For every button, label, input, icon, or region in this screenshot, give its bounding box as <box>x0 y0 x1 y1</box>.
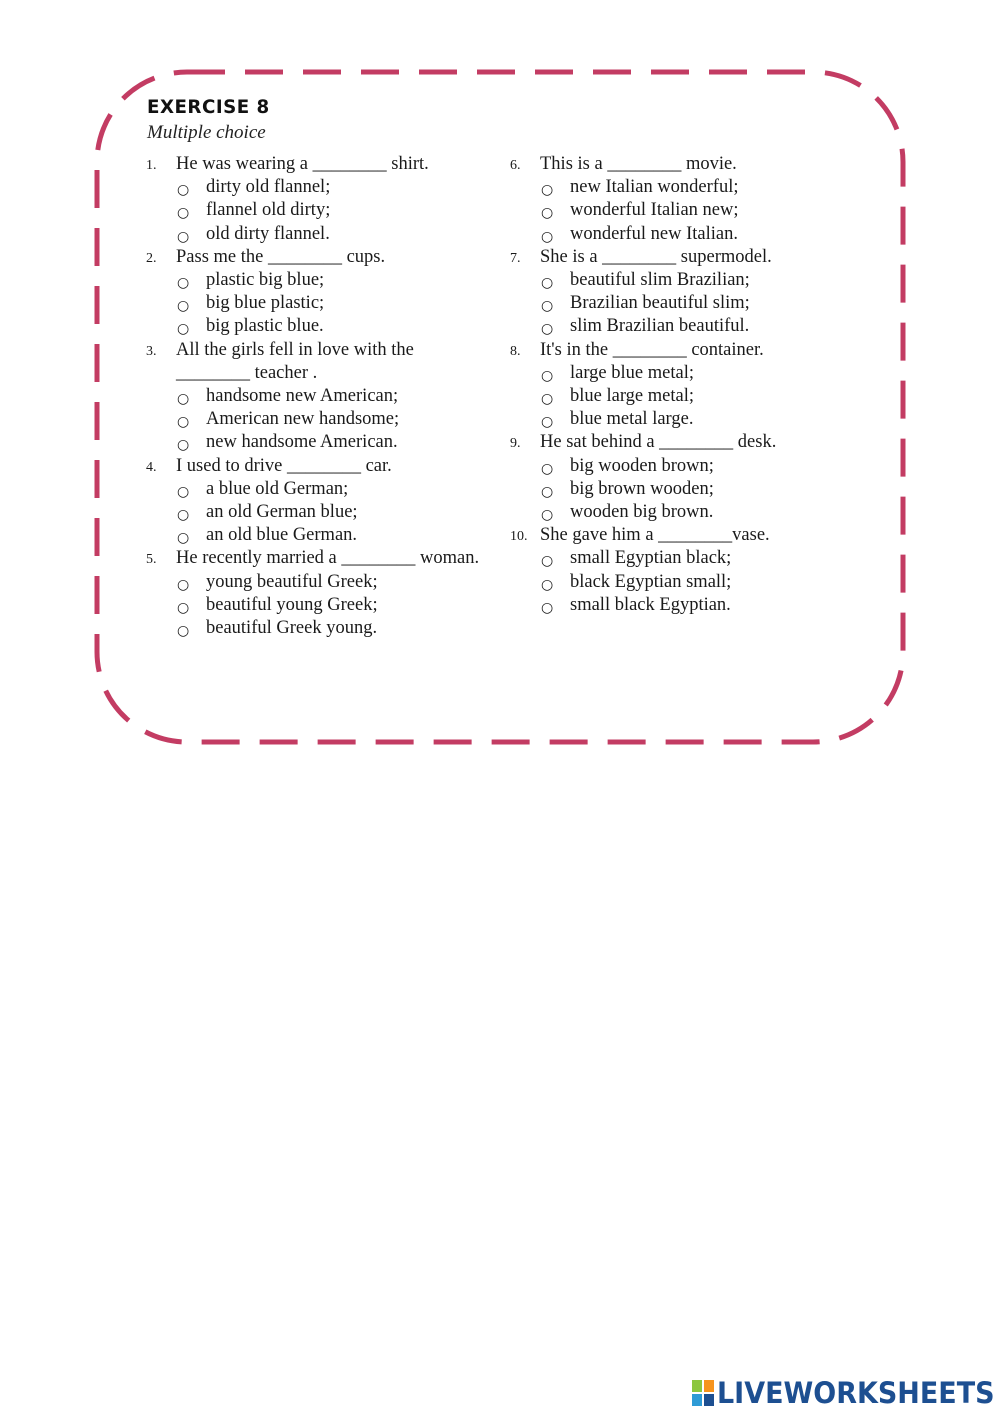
question-3 <box>146 339 486 385</box>
option-label: beautiful Greek young. <box>206 618 378 639</box>
option[interactable] <box>510 223 850 246</box>
option-label: flannel old dirty; <box>206 200 331 221</box>
radio-circle-icon[interactable]: ○ <box>177 530 190 547</box>
option[interactable] <box>146 269 486 292</box>
option-label: an old blue German. <box>206 525 358 546</box>
option-label: slim Brazilian beautiful. <box>570 316 750 337</box>
question-number: 8. <box>510 343 521 359</box>
radio-circle-icon[interactable]: ○ <box>541 228 554 245</box>
option[interactable] <box>146 176 486 199</box>
radio-circle-icon[interactable]: ○ <box>177 298 190 315</box>
option-label: beautiful young Greek; <box>206 594 378 615</box>
question-text: He recently married a ________ woman. <box>176 548 480 569</box>
option-label: old dirty flannel. <box>206 223 330 244</box>
question-8-options <box>510 362 850 432</box>
question-1 <box>146 153 486 176</box>
question-1-options <box>146 176 486 246</box>
question-4 <box>146 455 486 478</box>
option[interactable] <box>510 385 850 408</box>
option-label: wonderful Italian new; <box>570 200 739 221</box>
option-label: black Egyptian small; <box>570 571 732 592</box>
question-number: 9. <box>510 436 521 452</box>
radio-circle-icon[interactable]: ○ <box>177 437 190 454</box>
liveworksheets-brand[interactable] <box>692 1376 1000 1410</box>
option-label: big plastic blue. <box>206 316 324 337</box>
radio-circle-icon[interactable]: ○ <box>177 623 190 640</box>
question-text: She gave him a ________vase. <box>540 525 770 546</box>
question-3-options <box>146 385 486 455</box>
option[interactable] <box>146 524 486 547</box>
option-label: big brown wooden; <box>570 478 714 499</box>
question-text: Pass me the ________ cups. <box>176 246 386 267</box>
option-label: beautiful slim Brazilian; <box>570 270 750 291</box>
radio-circle-icon[interactable]: ○ <box>177 391 190 408</box>
option-label: wooden big brown. <box>570 502 714 523</box>
option[interactable] <box>146 478 486 501</box>
exercise-subtitle: Multiple choice <box>147 122 266 143</box>
option[interactable] <box>510 199 850 222</box>
option-label: large blue metal; <box>570 362 694 383</box>
question-text: It's in the ________ container. <box>540 339 764 360</box>
exercise-title: EXERCISE 8 <box>147 96 270 118</box>
option[interactable] <box>510 269 850 292</box>
radio-circle-icon[interactable]: ○ <box>541 182 554 199</box>
question-number: 4. <box>146 459 157 475</box>
option[interactable] <box>146 408 486 431</box>
option[interactable] <box>146 501 486 524</box>
option[interactable] <box>146 385 486 408</box>
question-7 <box>510 246 850 269</box>
radio-circle-icon[interactable]: ○ <box>541 205 554 222</box>
radio-circle-icon[interactable]: ○ <box>177 414 190 431</box>
radio-circle-icon[interactable]: ○ <box>177 483 190 500</box>
option[interactable] <box>146 571 486 594</box>
option[interactable] <box>146 315 486 338</box>
question-5 <box>146 547 486 570</box>
option[interactable] <box>146 223 486 246</box>
liveworksheets-logo-icon <box>692 1380 714 1406</box>
option[interactable] <box>510 315 850 338</box>
radio-circle-icon[interactable]: ○ <box>541 576 554 593</box>
radio-circle-icon[interactable]: ○ <box>541 553 554 570</box>
radio-circle-icon[interactable]: ○ <box>541 460 554 477</box>
brand-name: LIVEWORKSHEETS <box>717 1376 995 1410</box>
question-6 <box>510 153 850 176</box>
option[interactable] <box>510 594 850 617</box>
question-number: 3. <box>146 343 157 359</box>
option-label: blue large metal; <box>570 386 694 407</box>
option-label: dirty old flannel; <box>206 177 331 198</box>
option[interactable] <box>146 594 486 617</box>
option-label: new Italian wonderful; <box>570 177 739 198</box>
option-label: blue metal large. <box>570 409 694 430</box>
option[interactable] <box>146 199 486 222</box>
question-4-options <box>146 478 486 548</box>
option-label: Brazilian beautiful slim; <box>570 293 750 314</box>
question-10 <box>510 524 850 547</box>
question-number: 2. <box>146 250 157 266</box>
question-10-options <box>510 547 850 617</box>
option-label: handsome new American; <box>206 386 399 407</box>
question-2 <box>146 246 486 269</box>
option[interactable] <box>510 547 850 570</box>
radio-circle-icon[interactable]: ○ <box>177 275 190 292</box>
radio-circle-icon[interactable]: ○ <box>541 298 554 315</box>
option[interactable] <box>510 408 850 431</box>
questions-right-column <box>510 153 850 617</box>
radio-circle-icon[interactable]: ○ <box>177 228 190 245</box>
radio-circle-icon[interactable]: ○ <box>541 483 554 500</box>
radio-circle-icon[interactable]: ○ <box>541 414 554 431</box>
question-7-options <box>510 269 850 339</box>
question-5-options <box>146 571 486 641</box>
radio-circle-icon[interactable]: ○ <box>177 599 190 616</box>
radio-circle-icon[interactable]: ○ <box>177 182 190 199</box>
option-label: young beautiful Greek; <box>206 571 378 592</box>
option-label: new handsome American. <box>206 432 398 453</box>
option-label: an old German blue; <box>206 502 358 523</box>
option-label: American new handsome; <box>206 409 400 430</box>
radio-circle-icon[interactable]: ○ <box>541 507 554 524</box>
question-9-options <box>510 455 850 525</box>
radio-circle-icon[interactable]: ○ <box>177 507 190 524</box>
radio-circle-icon[interactable]: ○ <box>541 599 554 616</box>
option-label: small black Egyptian. <box>570 594 731 615</box>
option[interactable] <box>146 431 486 454</box>
question-text: All the girls fell in love with the ________ teacher . <box>176 339 414 383</box>
question-number: 5. <box>146 552 157 568</box>
question-number: 6. <box>510 158 521 173</box>
radio-circle-icon[interactable]: ○ <box>541 321 554 338</box>
option-label: a blue old German; <box>206 478 349 499</box>
option-label: wonderful new Italian. <box>570 223 738 244</box>
option-label: big blue plastic; <box>206 293 325 314</box>
radio-circle-icon[interactable]: ○ <box>177 576 190 593</box>
option[interactable] <box>146 617 486 640</box>
option[interactable] <box>510 292 850 315</box>
option[interactable] <box>510 501 850 524</box>
questions-left-column <box>146 153 486 640</box>
question-number: 7. <box>510 250 521 266</box>
question-text: He was wearing a ________ shirt. <box>176 154 429 174</box>
option[interactable] <box>510 478 850 501</box>
radio-circle-icon[interactable]: ○ <box>541 275 554 292</box>
radio-circle-icon[interactable]: ○ <box>177 205 190 222</box>
option[interactable] <box>510 571 850 594</box>
option[interactable] <box>146 292 486 315</box>
radio-circle-icon[interactable]: ○ <box>177 321 190 338</box>
question-text: I used to drive ________ car. <box>176 455 392 476</box>
option[interactable] <box>510 362 850 385</box>
question-number: 10. <box>510 529 528 545</box>
option-label: big wooden brown; <box>570 455 714 476</box>
option[interactable] <box>510 455 850 478</box>
question-number: 1. <box>146 158 157 173</box>
option[interactable] <box>510 176 850 199</box>
option-label: plastic big blue; <box>206 270 325 291</box>
question-2-options <box>146 269 486 339</box>
question-8 <box>510 339 850 362</box>
question-9 <box>510 431 850 454</box>
question-text: She is a ________ supermodel. <box>540 246 772 267</box>
radio-circle-icon[interactable]: ○ <box>541 367 554 384</box>
question-6-options <box>510 176 850 246</box>
radio-circle-icon[interactable]: ○ <box>541 391 554 408</box>
question-text: This is a ________ movie. <box>540 154 737 174</box>
question-text: He sat behind a ________ desk. <box>540 432 777 453</box>
option-label: small Egyptian black; <box>570 548 732 569</box>
